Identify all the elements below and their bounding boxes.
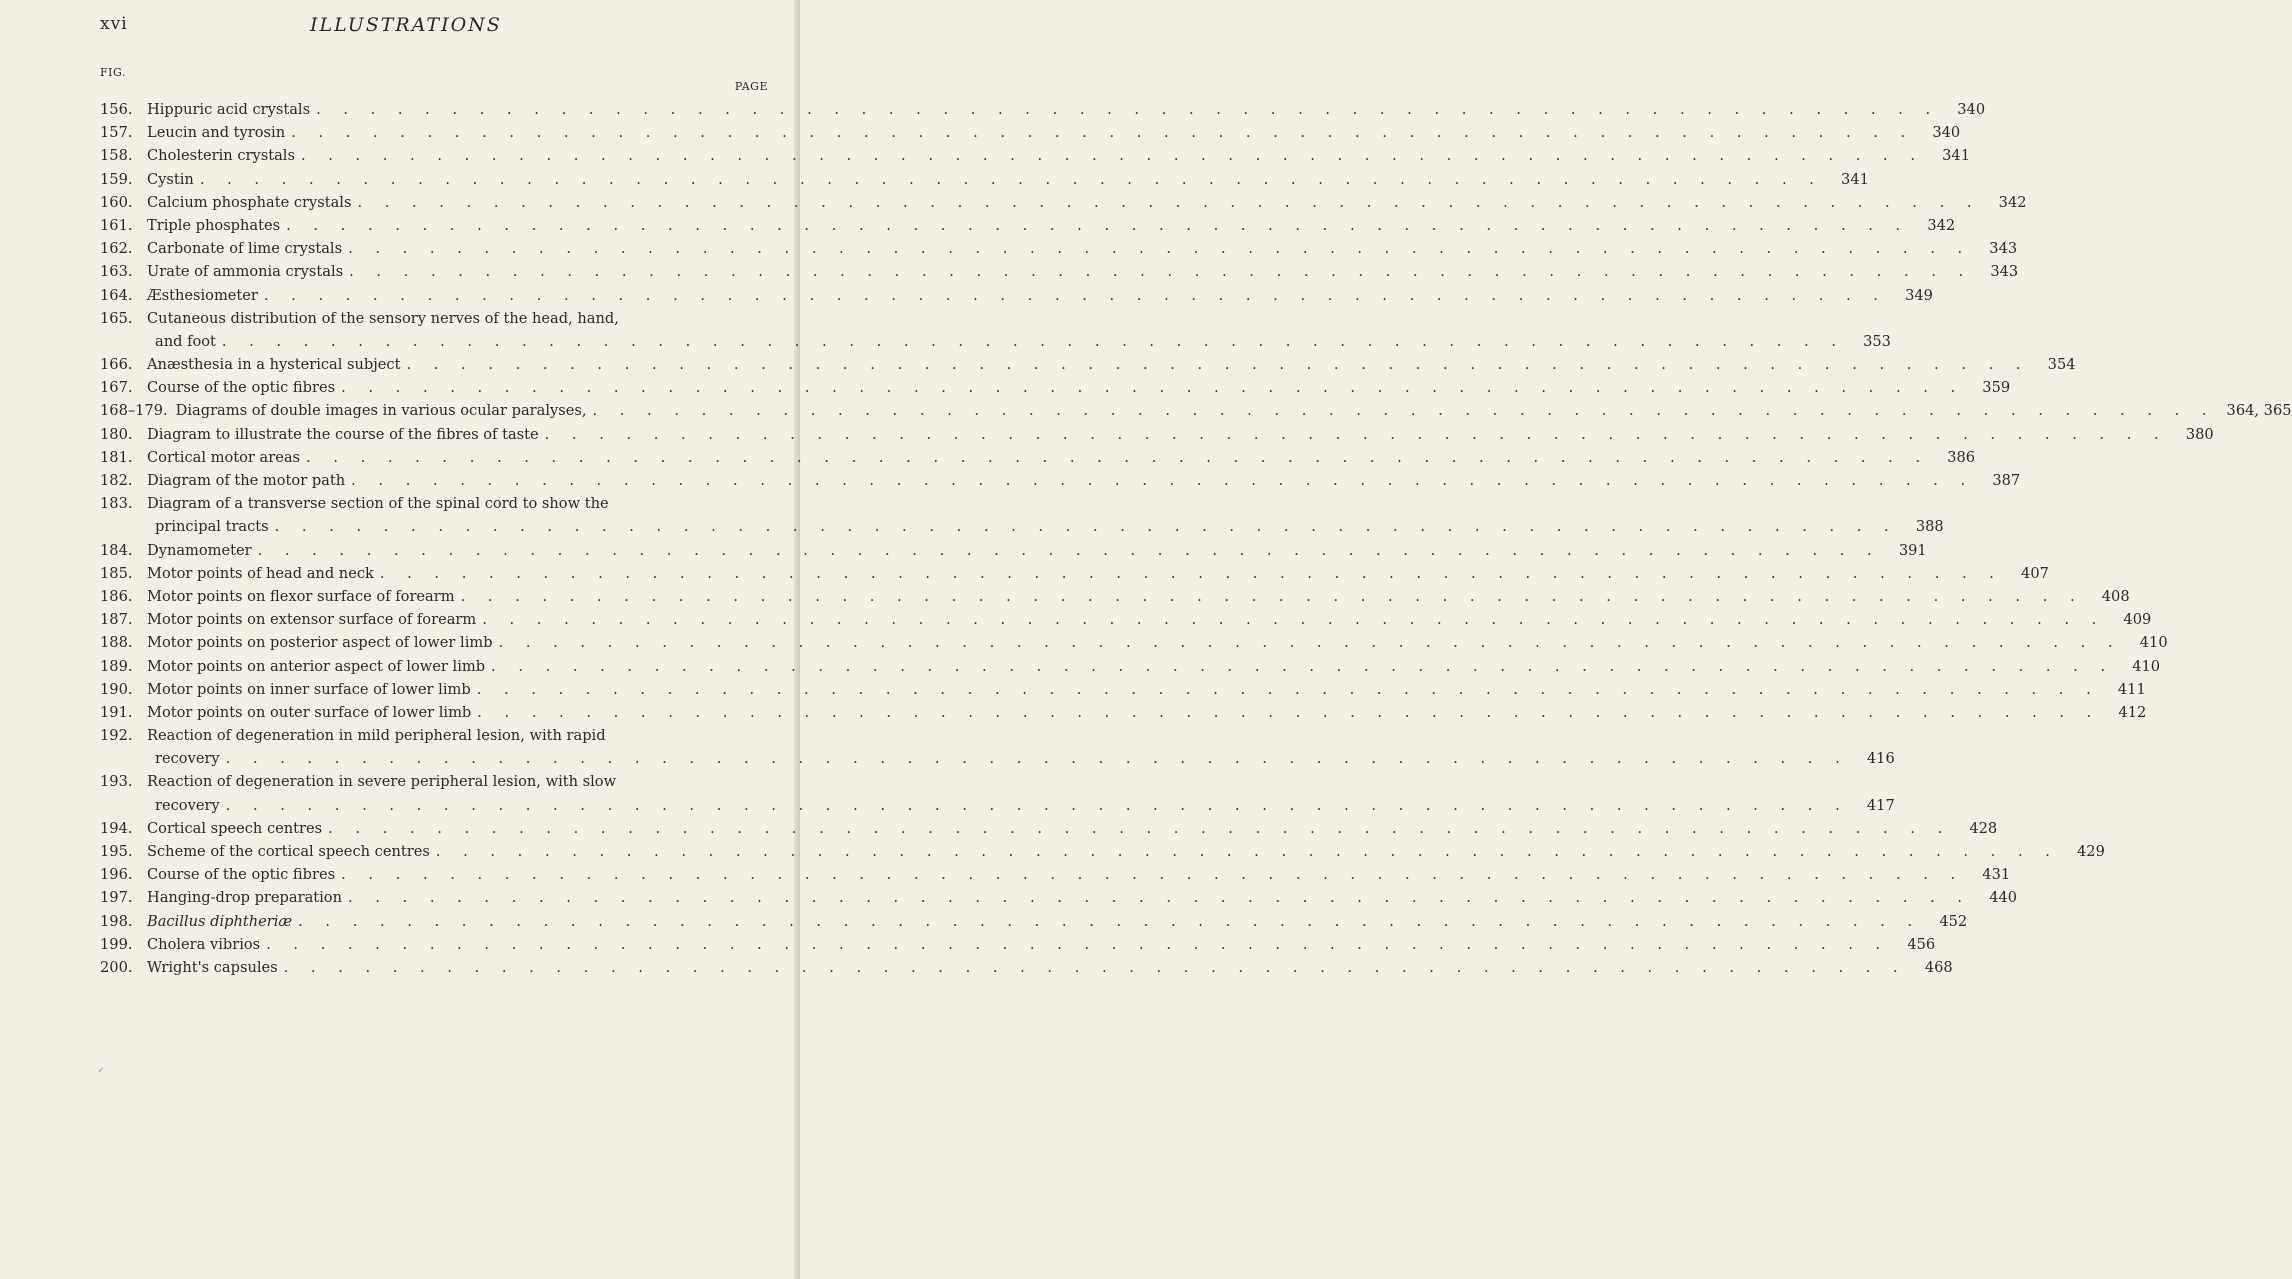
- entry-title: Leucin and tyrosin: [147, 124, 286, 142]
- list-item: [100, 237, 2018, 260]
- leader-dots: . . . . . . . . . . . . . . . . . . . . . . . . . . . . . . . . . . . . . . . . . . . . . . . . . . . . . . . . . . . .: [406, 356, 2030, 374]
- page-ref: 407: [2021, 564, 2049, 582]
- figure-number: 187.: [100, 611, 133, 629]
- figure-number: 180.: [100, 425, 133, 443]
- figure-number: 186.: [100, 587, 133, 605]
- figure-number: 167.: [100, 379, 133, 397]
- figure-number: 165.: [100, 309, 133, 327]
- entry-title: Scheme of the cortical speech centres: [147, 843, 430, 860]
- list-item: [100, 469, 2021, 492]
- leader-dots: . . . . . . . . . . . . . . . . . . . . . . . . . . . . . . . . . . . . . . . . . . . . . . . . . . . . . . . . . . . .: [298, 912, 1922, 930]
- entry-title-line: Diagram of a transverse section of the spinal cord to show the: [147, 495, 609, 513]
- entry-title: Diagrams of double images in various ocular paralyses,: [175, 402, 587, 420]
- list-item: [100, 817, 1998, 840]
- list-item: [100, 399, 2292, 422]
- figure-number: 159.: [100, 170, 133, 188]
- list-item: [100, 863, 2011, 886]
- page-ref: 387: [1992, 472, 2021, 489]
- leader-dots: . . . . . . . . . . . . . . . . . . . . . . . . . . . . . . . . . . . . . . . . . . . . . . . . . . . . . . . . . . . .: [221, 332, 1845, 350]
- page-ref: 411: [2117, 680, 2146, 698]
- entry-title: Course of the optic fibres: [147, 866, 336, 884]
- entry-title-line: Reaction of degeneration in severe peripheral lesion, with slow: [147, 773, 617, 791]
- list-item: [100, 539, 1927, 562]
- list-item: [100, 144, 1970, 167]
- leader-dots: . . . . . . . . . . . . . . . . . . . . . . . . . . . . . . . . . . . . . . . . . . . . . . . . . . . . . . . . . . . .: [341, 379, 1965, 397]
- page-ref: 410: [2139, 634, 2168, 652]
- leader-dots: . . . . . . . . . . . . . . . . . . . . . . . . . . . . . . . . . . . . . . . . . . . . . . . . . . . . . . . . . . . .: [225, 750, 1849, 768]
- figure-number: 184.: [100, 541, 133, 559]
- page-ref: 349: [1905, 286, 1933, 304]
- figure-number: 163.: [100, 263, 133, 281]
- entry-title: Cholera vibrios: [147, 935, 261, 953]
- entry-title: principal tracts: [155, 518, 269, 536]
- page-ref: 340: [1932, 124, 1961, 142]
- leader-dots: . . . . . . . . . . . . . . . . . . . . . . . . . . . . . . . . . . . . . . . . . . . . . . . . . . . . . . . . . . . .: [357, 193, 1981, 211]
- figure-number: 189.: [100, 657, 133, 675]
- page-ref: 409: [2123, 611, 2152, 629]
- margin-mark: ⸝: [98, 1060, 105, 1074]
- leader-dots: . . . . . . . . . . . . . . . . . . . . . . . . . . . . . . . . . . . . . . . . . . . . . . . . . . . . . . . . . . . .: [482, 611, 2106, 629]
- figure-number: 162.: [100, 240, 133, 258]
- figure-number: 188.: [100, 634, 133, 652]
- entry-title: Cortical speech centres: [147, 819, 323, 837]
- leader-dots: . . . . . . . . . . . . . . . . . . . . . . . . . . . . . . . . . . . . . . . . . . . . . . . . . . . . . . . . . . . .: [349, 263, 1973, 281]
- leader-dots: . . . . . . . . . . . . . . . . . . . . . . . . . . . . . . . . . . . . . . . . . . . . . . . . . . . . . . . . . . . .: [300, 147, 1924, 165]
- entry-title: recovery: [155, 750, 220, 768]
- page-ref: 341: [1841, 170, 1869, 188]
- entry-title: Motor points on anterior aspect of lower limb: [147, 657, 486, 675]
- entry-title: Motor points on outer surface of lower limb: [147, 703, 472, 721]
- figure-number: 198.: [100, 912, 133, 930]
- entry-title: Dynamometer: [147, 541, 252, 559]
- list-item: [100, 585, 2130, 608]
- leader-dots: . . . . . . . . . . . . . . . . . . . . . . . . . . . . . . . . . . . . . . . . . . . . . . . . . . . . . . . . . . . .: [341, 866, 1965, 884]
- page-ref: 354: [2047, 356, 2076, 374]
- list-item: [100, 423, 2214, 446]
- leader-dots: . . . . . . . . . . . . . . . . . . . . . . . . . . . . . . . . . . . . . . . . . . . . . . . . . . . . . . . . . . . .: [328, 819, 1952, 837]
- list-item: [100, 307, 1891, 353]
- page-ref: 340: [1957, 101, 1986, 118]
- page-ref: 416: [1866, 750, 1895, 768]
- leader-dots: . . . . . . . . . . . . . . . . . . . . . . . . . . . . . . . . . . . . . . . . . . . . . . . . . . . . . . . . . . . .: [266, 935, 1890, 953]
- leader-dots: . . . . . . . . . . . . . . . . . . . . . . . . . . . . . . . . . . . . . . . . . . . . . . . . . . . . . . . . . . . .: [306, 448, 1930, 466]
- list-item: [100, 353, 2076, 376]
- list-item: [100, 168, 1869, 191]
- leader-dots: . . . . . . . . . . . . . . . . . . . . . . . . . . . . . . . . . . . . . . . . . . . . . . . . . . . . . . . . . . . .: [379, 564, 2003, 582]
- figure-number: 195.: [100, 843, 133, 860]
- leader-dots: . . . . . . . . . . . . . . . . . . . . . . . . . . . . . . . . . . . . . . . . . . . . . . . . . . . . . . . . . . . .: [291, 124, 1915, 142]
- entry-title: Diagram of the motor path: [147, 472, 346, 489]
- list-item: [100, 631, 2168, 654]
- entry-title: Triple phosphates: [147, 216, 281, 234]
- figure-number: 185.: [100, 564, 133, 582]
- page-ref: 440: [1989, 889, 2018, 907]
- figure-number: 158.: [100, 147, 133, 165]
- page-ref: 417: [1866, 796, 1895, 814]
- figure-number: 192.: [100, 727, 133, 745]
- list-item: [100, 260, 2019, 283]
- leader-dots: . . . . . . . . . . . . . . . . . . . . . . . . . . . . . . . . . . . . . . . . . . . . . . . . . . . . . . . . . . . .: [283, 958, 1907, 976]
- list-item: [100, 562, 2049, 585]
- page-ref: 343: [1990, 263, 2019, 281]
- list-item: [100, 608, 2152, 631]
- entry-title: Motor points on extensor surface of forearm: [147, 611, 477, 629]
- leader-dots: . . . . . . . . . . . . . . . . . . . . . . . . . . . . . . . . . . . . . . . . . . . . . . . . . . . . . . . . . . . .: [351, 472, 1975, 489]
- leader-dots: . . . . . . . . . . . . . . . . . . . . . . . . . . . . . . . . . . . . . . . . . . . . . . . . . . . . . . . . . . . .: [225, 796, 1849, 814]
- page-ref: 359: [1982, 379, 2011, 397]
- figure-number: 164.: [100, 286, 133, 304]
- page-ref: 428: [1969, 819, 1998, 837]
- list-item: [100, 492, 1944, 538]
- entry-title: Anæsthesia in a hysterical subject: [147, 356, 401, 374]
- leader-dots: . . . . . . . . . . . . . . . . . . . . . . . . . . . . . . . . . . . . . . . . . . . . . . . . . . . . . . . . . . . .: [476, 680, 2100, 698]
- column-headings: [100, 66, 768, 93]
- list-item: [100, 655, 2161, 678]
- list-item: [100, 191, 2027, 214]
- leader-dots: . . . . . . . . . . . . . . . . . . . . . . . . . . . . . . . . . . . . . . . . . . . . . . . . . . . . . . . . . . . .: [348, 889, 1972, 907]
- page-ref: 342: [1998, 193, 2027, 211]
- figure-number: 199.: [100, 935, 133, 953]
- list-item: [100, 446, 1976, 469]
- page-ref: 412: [2118, 703, 2147, 721]
- figure-number: 191.: [100, 703, 133, 721]
- entry-title: Cholesterin crystals: [147, 147, 295, 165]
- leader-dots: . . . . . . . . . . . . . . . . . . . . . . . . . . . . . . . . . . . . . . . . . . . . . . . . . . . . . . . . . . . .: [316, 101, 1940, 118]
- fig-column-label: FIG.: [100, 66, 126, 79]
- figure-number: 200.: [100, 958, 133, 976]
- list-item: [100, 956, 1953, 979]
- entry-title: Cortical motor areas: [147, 448, 301, 466]
- entry-title: Motor points on inner surface of lower limb: [147, 680, 471, 698]
- leader-dots: . . . . . . . . . . . . . . . . . . . . . . . . . . . . . . . . . . . . . . . . . . . . . . . . . . . . . . . . . . . .: [348, 240, 1972, 258]
- page-ref: 386: [1947, 448, 1976, 466]
- page-ref: 456: [1907, 935, 1936, 953]
- entry-title: Bacillus diphtheriæ: [147, 912, 293, 930]
- entry-title: Hanging-drop preparation: [147, 889, 342, 907]
- entry-title: Motor points of head and neck: [147, 564, 374, 582]
- entry-title: Course of the optic fibres: [147, 379, 336, 397]
- list-item: [100, 724, 1895, 770]
- figure-number: 194.: [100, 819, 133, 837]
- entry-title: recovery: [155, 796, 220, 814]
- page-ref: 353: [1863, 332, 1891, 350]
- entry-title-line: Cutaneous distribution of the sensory nerves of the head, hand,: [147, 309, 619, 327]
- entry-title: Motor points on posterior aspect of lower limb: [147, 634, 493, 652]
- entry-title: and foot: [155, 332, 216, 350]
- figure-number: 190.: [100, 680, 133, 698]
- page-ref: 388: [1915, 518, 1944, 536]
- entry-title: Urate of ammonia crystals: [147, 263, 344, 281]
- running-header: [100, 14, 720, 44]
- list-item: [100, 376, 2011, 399]
- page-ref: 391: [1898, 541, 1927, 559]
- list-item: [100, 98, 1986, 121]
- page-column-label: PAGE: [734, 80, 768, 93]
- list-item: [100, 121, 1961, 144]
- figure-number: 196.: [100, 866, 133, 884]
- figure-number: 197.: [100, 889, 133, 907]
- page-ref: 380: [2185, 425, 2214, 443]
- page-ref: 343: [1989, 240, 2018, 258]
- figure-number: 193.: [100, 773, 133, 791]
- leader-dots: . . . . . . . . . . . . . . . . . . . . . . . . . . . . . . . . . . . . . . . . . . . . . . . . . . . . . . . . . . . .: [274, 518, 1898, 536]
- list-item: [100, 910, 1968, 933]
- list-item: [100, 701, 2147, 724]
- leader-dots: . . . . . . . . . . . . . . . . . . . . . . . . . . . . . . . . . . . . . . . . . . . . . . . . . . . . . . . . . . . .: [257, 541, 1881, 559]
- entry-title: Hippuric acid crystals: [147, 101, 311, 118]
- figure-number: 183.: [100, 495, 133, 513]
- figure-number: 156.: [100, 101, 133, 118]
- figure-number: 168–179.: [100, 402, 168, 420]
- list-item: [100, 886, 2018, 909]
- page-ref: 342: [1927, 216, 1956, 234]
- leader-dots: . . . . . . . . . . . . . . . . . . . . . . . . . . . . . . . . . . . . . . . . . . . . . . . . . . . . . . . . . . . .: [477, 703, 2101, 721]
- leader-dots: . . . . . . . . . . . . . . . . . . . . . . . . . . . . . . . . . . . . . . . . . . . . . . . . . . . . . . . . . . . .: [592, 402, 2216, 420]
- illustrations-list: [100, 98, 2292, 979]
- leader-dots: . . . . . . . . . . . . . . . . . . . . . . . . . . . . . . . . . . . . . . . . . . . . . . . . . . . . . . . . . . . .: [263, 286, 1887, 304]
- running-title: ILLUSTRATIONS: [310, 14, 502, 36]
- leader-dots: . . . . . . . . . . . . . . . . . . . . . . . . . . . . . . . . . . . . . . . . . . . . . . . . . . . . . . . . . . . .: [435, 843, 2059, 860]
- list-item: [100, 840, 2105, 863]
- leader-dots: . . . . . . . . . . . . . . . . . . . . . . . . . . . . . . . . . . . . . . . . . . . . . . . . . . . . . . . . . . . .: [544, 425, 2168, 443]
- leader-dots: . . . . . . . . . . . . . . . . . . . . . . . . . . . . . . . . . . . . . . . . . . . . . . . . . . . . . . . . . . . .: [286, 216, 1910, 234]
- entry-title: Cystin: [147, 170, 194, 188]
- list-item: [100, 284, 1933, 307]
- page-ref: 429: [2077, 843, 2105, 860]
- entry-title: Motor points on flexor surface of forearm: [147, 587, 455, 605]
- list-item: [100, 214, 1956, 237]
- list-item: [100, 678, 2146, 701]
- page-ref: 410: [2132, 657, 2161, 675]
- figure-number: 166.: [100, 356, 133, 374]
- entry-title: Æsthesiometer: [147, 286, 258, 304]
- figure-number: 161.: [100, 216, 133, 234]
- entry-title: Carbonate of lime crystals: [147, 240, 343, 258]
- page-ref: 408: [2101, 587, 2130, 605]
- page-ref: 468: [1924, 958, 1953, 976]
- leader-dots: . . . . . . . . . . . . . . . . . . . . . . . . . . . . . . . . . . . . . . . . . . . . . . . . . . . . . . . . . . . .: [199, 170, 1823, 188]
- page-ref: 452: [1939, 912, 1968, 930]
- figure-number: 160.: [100, 193, 133, 211]
- figure-number: 157.: [100, 124, 133, 142]
- figure-number: 181.: [100, 448, 133, 466]
- entry-title-line: Reaction of degeneration in mild peripheral lesion, with rapid: [147, 727, 606, 745]
- page-ref: 364, 365: [2226, 402, 2292, 420]
- page-number: xvi: [100, 14, 128, 34]
- list-item: [100, 933, 1936, 956]
- entry-title: Calcium phosphate crystals: [147, 193, 352, 211]
- list-item: [100, 770, 1895, 816]
- leader-dots: . . . . . . . . . . . . . . . . . . . . . . . . . . . . . . . . . . . . . . . . . . . . . . . . . . . . . . . . . . . .: [491, 657, 2115, 675]
- page-ref: 341: [1942, 147, 1970, 165]
- figure-number: 182.: [100, 472, 133, 489]
- entry-title: Wright's capsules: [147, 958, 278, 976]
- entry-title: Diagram to illustrate the course of the fibres of taste: [147, 425, 539, 443]
- page-ref: 431: [1982, 866, 2011, 884]
- leader-dots: . . . . . . . . . . . . . . . . . . . . . . . . . . . . . . . . . . . . . . . . . . . . . . . . . . . . . . . . . . . .: [460, 587, 2084, 605]
- leader-dots: . . . . . . . . . . . . . . . . . . . . . . . . . . . . . . . . . . . . . . . . . . . . . . . . . . . . . . . . . . . .: [498, 634, 2122, 652]
